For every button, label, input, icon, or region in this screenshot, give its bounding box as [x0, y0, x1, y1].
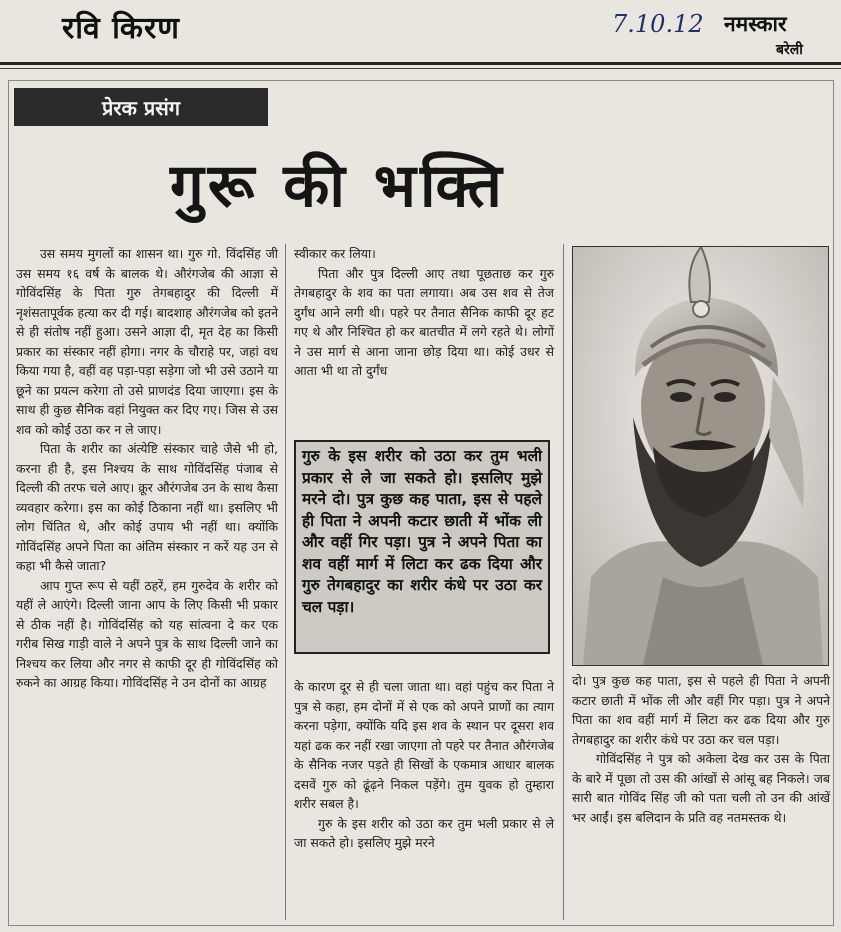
newspaper-name: नमस्कार — [724, 12, 787, 36]
section-label: प्रेरक प्रसंग — [14, 88, 268, 126]
column-divider — [563, 244, 564, 920]
paragraph: के कारण दूर से ही चला जाता था। वहां पहुंच कर पिता ने पुत्र से कहा, हम दोनों में से एक को अपने प्राणों का त्याग करना पड़ेगा, क्योंकि यदि इस शव के स्थान पर दूसरा शव यहां ढक कर नहीं रखा जाएगा तो पहरे पर तैनात औरंगजेब के सैनिक नजर पड़ते ही सिखों के एकमात्र आधार बालक दसवें गुरु को ढूंढ़ने निकल पड़ेंगे। तुम युवक हो तुम्हारा शरीर सबल है। — [294, 679, 554, 811]
header-rule-thin — [0, 68, 841, 69]
article-column-1 — [16, 244, 278, 693]
guru-portrait-photo — [572, 246, 829, 666]
paragraph: स्वीकार कर लिया। — [294, 246, 376, 261]
header-rule — [0, 62, 841, 65]
paragraph: गोविंदसिंह ने पुत्र को अकेला देख कर उस के पिता के बारे में पूछा तो उस की आंखों से आंसू बह निकले। जब सारी बात गोविंद सिंह जी को पता चली तो उन की आंखें भर आईं। इस बलिदान के प्रति वह नतमस्तक थे। — [572, 751, 830, 825]
article-column-2-bottom — [294, 677, 554, 853]
article-column-3-bottom — [572, 671, 830, 827]
paragraph: उस समय मुगलों का शासन था। गुरु गो. विंदसिंह जी उस समय १६ वर्ष के बालक थे। औरंगजेब की आज्ञा से गोविंदसिंह के पिता गुरु तेगबहादुर की दिल्ली में नृशंसतापूर्वक हत्या कर दी गई। बादशाह औरंगजेब को इतने से ही संतोष नहीं हुआ। उसने आज्ञा दी, मृत देह का किसी प्रकार का संस्कार नहीं होगा। नगर के चौराहे पर, जहां वध किया गया है, वहीं वह पड़ा-पड़ा सड़ेगा जो भी उसे उठाने या छूने का प्रयत्न करेगा तो उसे प्राणदंड दिया जाएगा। इस के साथ ही कुछ सैनिक वहां नियुक्त कर दिए गए। जिस से उस शव को कोई उठा कर न ले जाए। — [16, 246, 278, 437]
paragraph: पिता और पुत्र दिल्ली आए तथा पूछताछ कर गुरु तेगबहादुर के शव का पता लगाया। अब उस शव से तेज दुर्गंध आने लगी थी। पहरे पर तैनात सैनिक काफी दूर हट गए थे और निश्चित हो कर बातचीत में लगे रहते थे। लोगों ने उस मार्ग से आना जाना छोड़ दिया था। कोई उधर से आता भी था तो दुर्गंध — [294, 265, 554, 378]
paragraph: पिता के शरीर का अंत्येष्टि संस्कार चाहे जैसे भी हो, करना ही है, इस निश्चय के साथ गोविंदसिंह पंजाब से दिल्ली की तरफ चले आए। क्रूर औरंगजेब उन के साथ कैसा व्यवहार करेगा। इस का कोई ठिकाना नहीं था। इसलिए भी लोग चिंतित थे, और कोई उपाय भी नहीं था। क्योंकि गोविंदसिंह अपने पिता का अंतिम संस्कार न करें यह उन से कहा भी कैसे जाता? — [16, 441, 278, 573]
column-title: रवि किरण — [62, 11, 180, 46]
article-headline: गुरू की भक्ति — [170, 151, 506, 221]
column-divider — [285, 244, 286, 920]
handwritten-date: 7.10.12 — [612, 10, 704, 38]
portrait-illustration — [573, 247, 828, 665]
pull-quote-text: गुरु के इस शरीर को उठा कर तुम भली प्रकार से ले जा सकते हो। इसलिए मुझे मरने दो। पुत्र कुछ कह पाता, इस से पहले ही पिता ने अपनी कटार छाती में भोंक ली और वहीं गिर पड़ा। पुत्र ने अपने पिता का शव वहीं मार्ग में लिटा कर ढक दिया और गुरु तेगबहादुर का शरीर कंधे पर उठा कर चल पड़ा। — [302, 447, 542, 616]
paragraph: दो। पुत्र कुछ कह पाता, इस से पहले ही पिता ने अपनी कटार छाती में भोंक ली और वहीं गिर पड़ा। पुत्र ने अपने पिता का शव वहीं मार्ग में लिटा कर ढक दिया और गुरु तेगबहादुर का शरीर कंधे पर उठा कर चल पड़ा। — [572, 673, 830, 747]
newspaper-city: बरेली — [776, 42, 803, 58]
article-column-2-top — [294, 244, 554, 381]
pull-quote — [294, 440, 550, 654]
paragraph: आप गुप्त रूप से यहीं ठहरें, हम गुरुदेव के शरीर को यहीं ले आएंगे। दिल्ली जाना आप के लिए किसी भी प्रकार से ठीक नहीं है। गोविंदसिंह को यह सांत्वना दे कर एक गरीब सिख गाड़ी वाले ने अपने पुत्र के साथ दिल्ली जाने का निश्चय कर लिया और नगर से काफी दूर ही गोविंदसिंह को रुकने का आग्रह किया। गोविंदसिंह ने उन दोनों का आग्रह — [16, 577, 278, 690]
paragraph: गुरु के इस शरीर को उठा कर तुम भली प्रकार से ले जा सकते हो। इसलिए मुझे मरने — [294, 815, 554, 850]
